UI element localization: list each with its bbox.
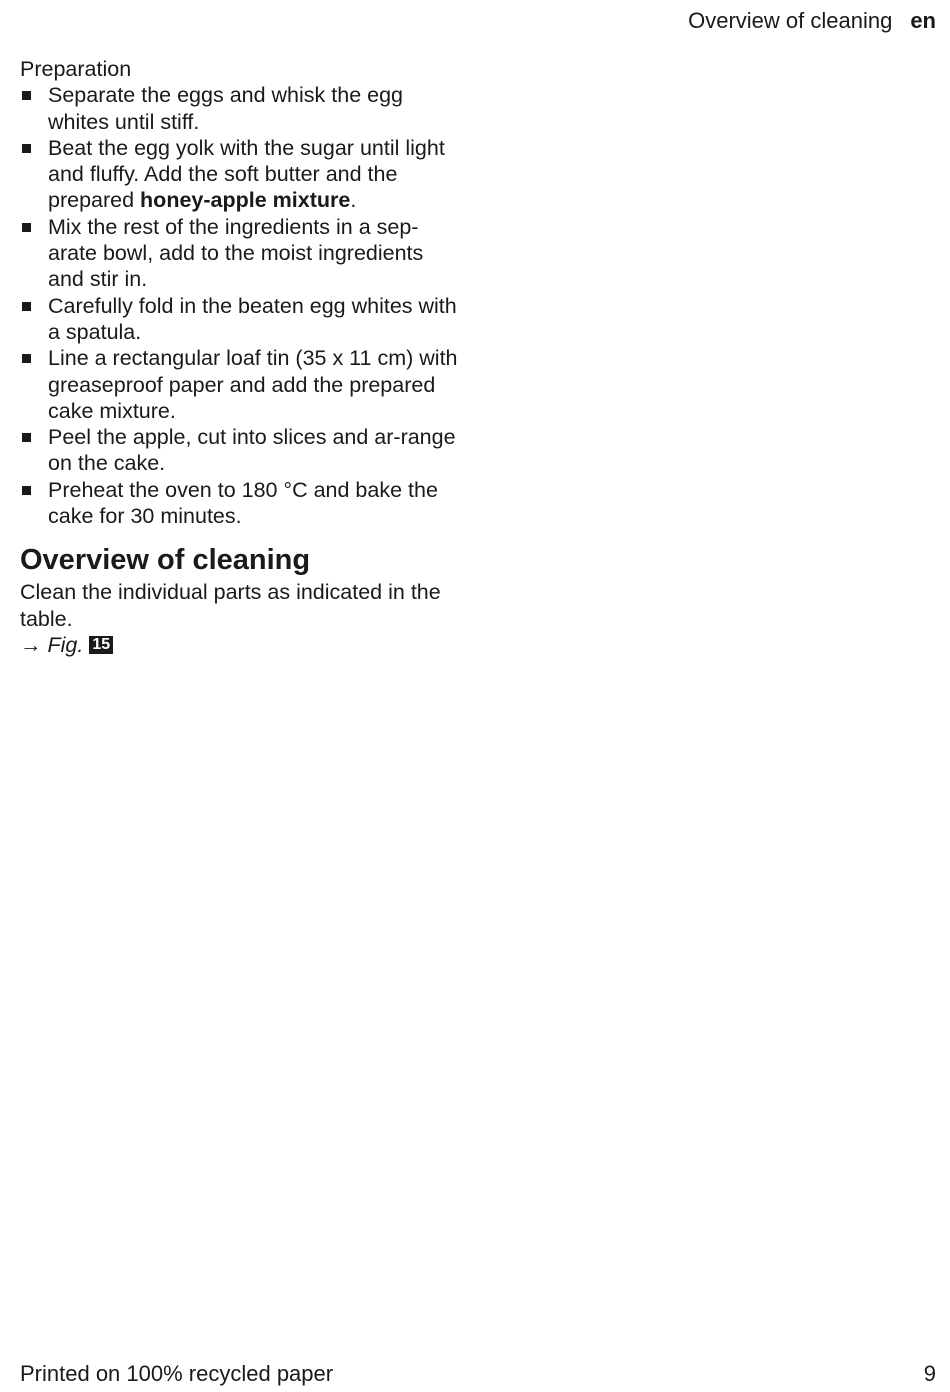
step-text: Separate the eggs and whisk the egg whites until stiff. — [48, 83, 404, 134]
step-text: Preheat the oven to 180 °C and bake the cake for 30 minutes. — [48, 477, 438, 529]
figure-reference — [20, 632, 460, 658]
section-title: Overview of cleaning — [20, 544, 311, 577]
step-text: Line a rectangular loaf tin (35 x 11 cm) with greaseproof paper and add the prepared cake mixture. — [48, 346, 458, 423]
step-text-end: . — [350, 188, 357, 213]
square-bullet-icon — [22, 223, 31, 232]
running-header — [688, 6, 936, 36]
figure-label: Fig. — [47, 632, 84, 657]
square-bullet-icon — [22, 486, 31, 495]
figure-number-badge: 15 — [89, 636, 113, 654]
footer-note: Printed on 100% recycled paper — [20, 1361, 334, 1386]
list-item — [20, 293, 460, 346]
list-item — [20, 345, 460, 424]
list-item — [20, 424, 460, 477]
step-text: Carefully fold in the beaten egg whites with a spatula. — [48, 293, 457, 344]
preparation-heading: Preparation — [20, 57, 132, 81]
square-bullet-icon — [22, 144, 31, 153]
header-section-title: Overview of cleaning — [688, 8, 893, 33]
list-item — [20, 214, 460, 293]
page-number: 9 — [923, 1361, 936, 1386]
step-text: Peel the apple, cut into slices and ar-range on the cake. — [48, 425, 456, 476]
header-language-code: en — [910, 8, 936, 33]
step-text: Mix the rest of the ingredients in a sep-arate bowl, add to the moist ingredients and stir in. — [48, 214, 424, 292]
step-bold-term: honey-apple mixture — [140, 188, 351, 213]
square-bullet-icon — [22, 91, 31, 100]
cleaning-intro: Clean the individual parts as indicated in the table. — [20, 580, 441, 631]
list-item — [20, 82, 460, 135]
arrow-right-icon: → — [20, 632, 42, 657]
step-text: Beat the egg yolk with the sugar until light and fluffy. Add the soft butter and the prepared — [48, 135, 445, 213]
main-column — [20, 56, 460, 658]
list-item — [20, 135, 460, 214]
square-bullet-icon — [22, 433, 31, 442]
square-bullet-icon — [22, 354, 31, 363]
square-bullet-icon — [22, 302, 31, 311]
preparation-steps — [20, 82, 460, 529]
list-item — [20, 477, 460, 530]
